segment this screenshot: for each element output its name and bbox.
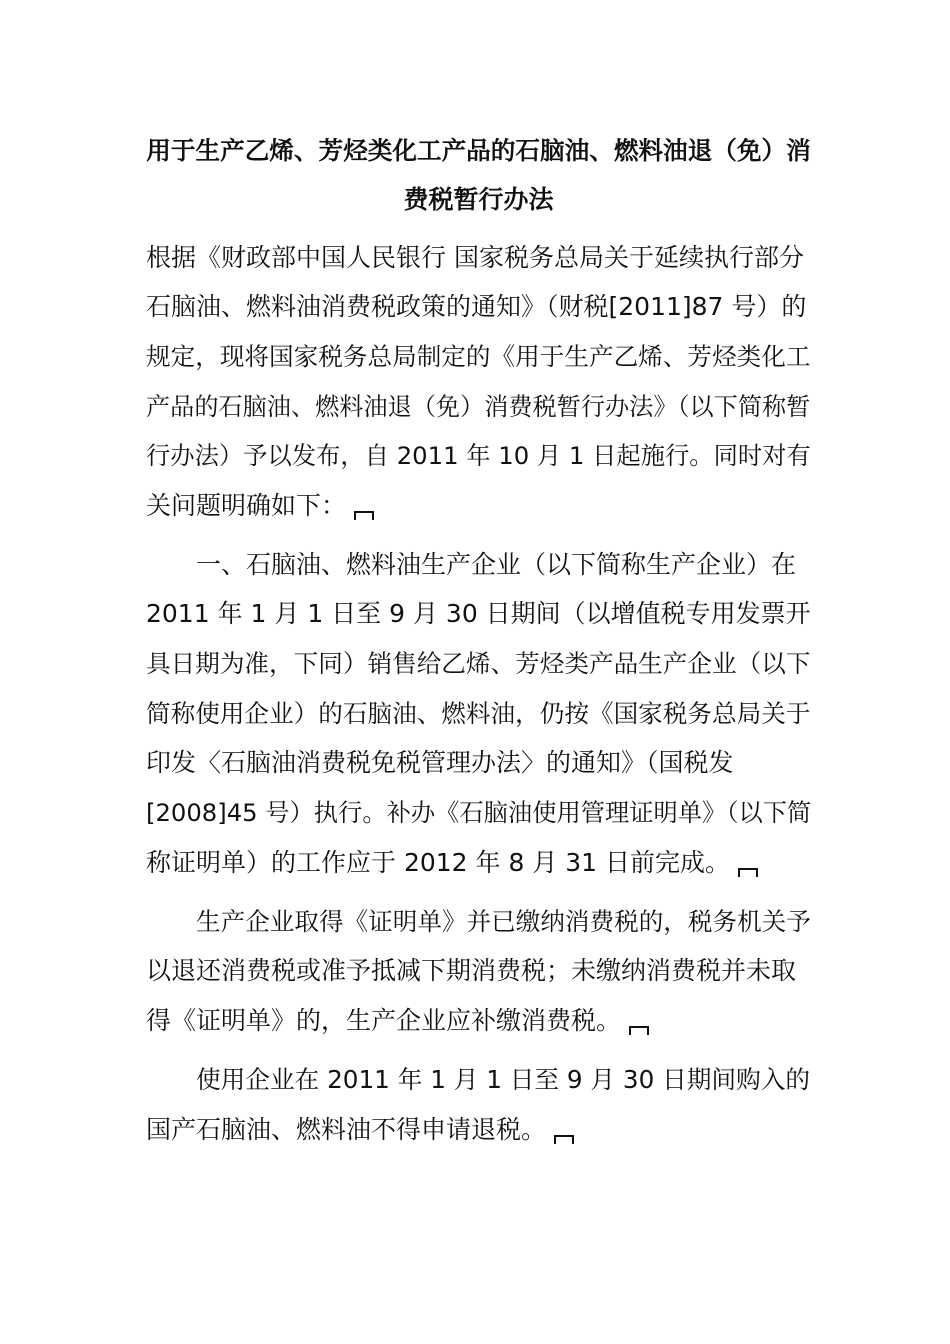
- paragraph-mark-icon: [738, 868, 758, 877]
- para2-line-3: [146, 1005, 649, 1037]
- document-title-line-1: 用于生产乙烯、芳烃类化工产品的石脑油、燃料油退（免）消: [146, 136, 811, 165]
- paragraph-mark-icon: [629, 1026, 649, 1035]
- section1-line-7: [146, 847, 758, 879]
- section1-line-3: 具日期为准，下同）销售给乙烯、芳烃类产品生产企业（以下: [146, 649, 811, 678]
- intro-line-5: 行办法）予以发布，自 2011 年 10 月 1 日起施行。同时对有: [146, 441, 811, 470]
- document-title-line-2: 费税暂行办法: [403, 185, 554, 214]
- section1-line-5: 印发〈石脑油消费税免税管理办法〉的通知》（国税发: [146, 748, 734, 777]
- para3-line-1: 使用企业在 2011 年 1 月 1 日至 9 月 30 日期间购入的: [196, 1065, 811, 1094]
- para3-line-2-text: 国产石脑油、燃料油不得申请退税。: [146, 1115, 547, 1144]
- section1-line-4: 简称使用企业）的石脑油、燃料油，仍按《国家税务总局关于: [146, 699, 811, 728]
- intro-line-6: [146, 490, 374, 522]
- intro-line-6-text: 关问题明确如下：: [146, 491, 347, 520]
- paragraph-mark-icon: [554, 1135, 574, 1144]
- section1-line-6: [2008]45 号）执行。补办《石脑油使用管理证明单》（以下简: [146, 798, 812, 827]
- paragraph-mark-icon: [354, 511, 374, 520]
- section1-line-2: 2011 年 1 月 1 日至 9 月 30 日期间（以增值税专用发票开: [146, 599, 811, 628]
- para2-line-2: 以退还消费税或准予抵减下期消费税；未缴纳消费税并未取: [146, 956, 797, 985]
- para3-line-2: [146, 1114, 574, 1146]
- section1-line-7-text: 称证明单）的工作应于 2012 年 8 月 31 日前完成。: [146, 848, 731, 877]
- intro-line-2: 石脑油、燃料油消费税政策的通知》（财税[2011]87 号）的: [146, 292, 807, 321]
- para2-line-1: 生产企业取得《证明单》并已缴纳消费税的，税务机关予: [196, 907, 811, 936]
- para2-line-3-text: 得《证明单》的，生产企业应补缴消费税。: [146, 1006, 622, 1035]
- intro-line-4: 产品的石脑油、燃料油退（免）消费税暂行办法》（以下简称暂: [146, 393, 811, 421]
- intro-line-3: 规定，现将国家税务总局制定的《用于生产乙烯、芳烃类化工: [146, 342, 811, 371]
- intro-line-1: 根据《财政部中国人民银行 国家税务总局关于延续执行部分: [146, 243, 804, 272]
- section1-line-1: 一、石脑油、燃料油生产企业（以下简称生产企业）在: [196, 550, 797, 579]
